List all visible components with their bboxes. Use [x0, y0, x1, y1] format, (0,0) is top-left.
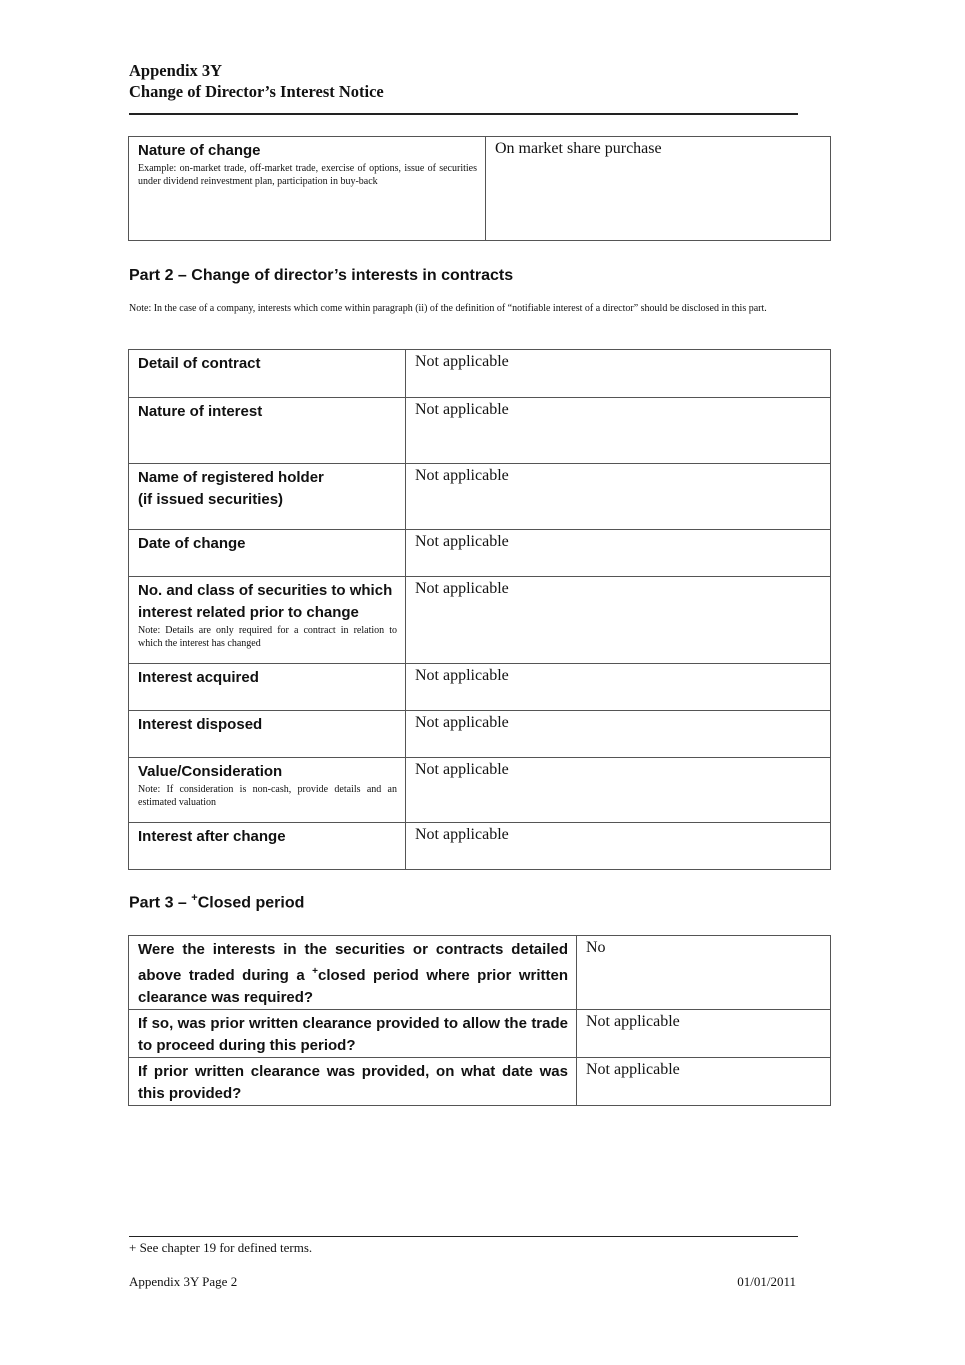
row-value: Not applicable	[406, 398, 831, 464]
table-row	[129, 823, 831, 870]
header-subtitle: Change of Director’s Interest Notice	[129, 82, 384, 101]
table-row	[129, 464, 831, 530]
header-title: Appendix 3Y	[129, 61, 223, 80]
row-label: Nature of interest	[138, 403, 263, 420]
row-label: Interest acquired	[138, 669, 259, 686]
part2-heading: Part 2 – Change of director’s interests in contracts	[129, 267, 514, 284]
row-note: Example: on-market trade, off-market trade, exercise of options, issue of securities under dividend reinvestment plan, participation in buy-back	[138, 163, 477, 187]
row-value: Not applicable	[406, 350, 831, 398]
part3-table	[128, 935, 831, 1106]
table-row	[129, 577, 831, 664]
table-row	[129, 398, 831, 464]
nature-of-change-label-cell	[129, 137, 486, 241]
row-label: If so, was prior written clearance provided to allow the trade to proceed during this period?	[138, 1015, 568, 1054]
row-value: Not applicable	[406, 530, 831, 577]
document-header	[129, 60, 384, 102]
row-label: Nature of change	[138, 142, 261, 159]
row-label: If prior written clearance was provided, on what date was this provided?	[138, 1063, 568, 1102]
part3-heading: Part 3 – +Closed period	[129, 892, 305, 912]
footer-note: + See chapter 19 for defined terms.	[129, 1240, 313, 1255]
row-label: Interest after change	[138, 828, 286, 845]
table-row	[129, 936, 831, 1010]
row-label-line2: (if issued securities)	[138, 491, 284, 508]
table-row	[129, 664, 831, 711]
header-rule	[129, 113, 798, 115]
row-label: Detail of contract	[138, 355, 261, 372]
row-value: Not applicable	[406, 711, 831, 758]
row-value: Not applicable	[577, 1010, 831, 1058]
part2-table	[128, 349, 831, 870]
nature-of-change-table	[128, 136, 831, 241]
row-value: Not applicable	[406, 758, 831, 823]
row-value: Not applicable	[406, 464, 831, 530]
part2-note: Note: In the case of a company, interests which come within paragraph (ii) of the definition of “notifiable interest of a director” should be disclosed in this part.	[129, 303, 767, 314]
table-row	[129, 1058, 831, 1106]
table-row	[129, 711, 831, 758]
row-label: No. and class of securities to which interest related prior to change	[138, 582, 393, 621]
row-note: Note: If consideration is non-cash, provide details and an estimated valuation	[138, 784, 397, 808]
row-value: Not applicable	[406, 577, 831, 664]
table-row	[129, 758, 831, 823]
footer-date: 01/01/2011	[737, 1274, 796, 1289]
row-label: Name of registered holder	[138, 469, 324, 486]
row-value: No	[577, 936, 831, 1010]
table-row	[129, 350, 831, 398]
table-row	[129, 530, 831, 577]
row-value: Not applicable	[406, 664, 831, 711]
row-value: Not applicable	[577, 1058, 831, 1106]
table-row	[129, 137, 831, 241]
footer-page: Appendix 3Y Page 2	[129, 1274, 238, 1289]
row-label: Were the interests in the securities or contracts detailed above traded during a +closed period where prior written clearance was required?	[138, 941, 568, 1006]
row-label: Interest disposed	[138, 716, 263, 733]
table-row	[129, 1010, 831, 1058]
nature-of-change-value: On market share purchase	[486, 137, 831, 241]
row-note: Note: Details are only required for a contract in relation to which the interest has changed	[138, 625, 397, 649]
row-label: Value/Consideration	[138, 763, 283, 780]
row-value: Not applicable	[406, 823, 831, 870]
footer-rule	[129, 1236, 798, 1237]
row-label: Date of change	[138, 535, 246, 552]
